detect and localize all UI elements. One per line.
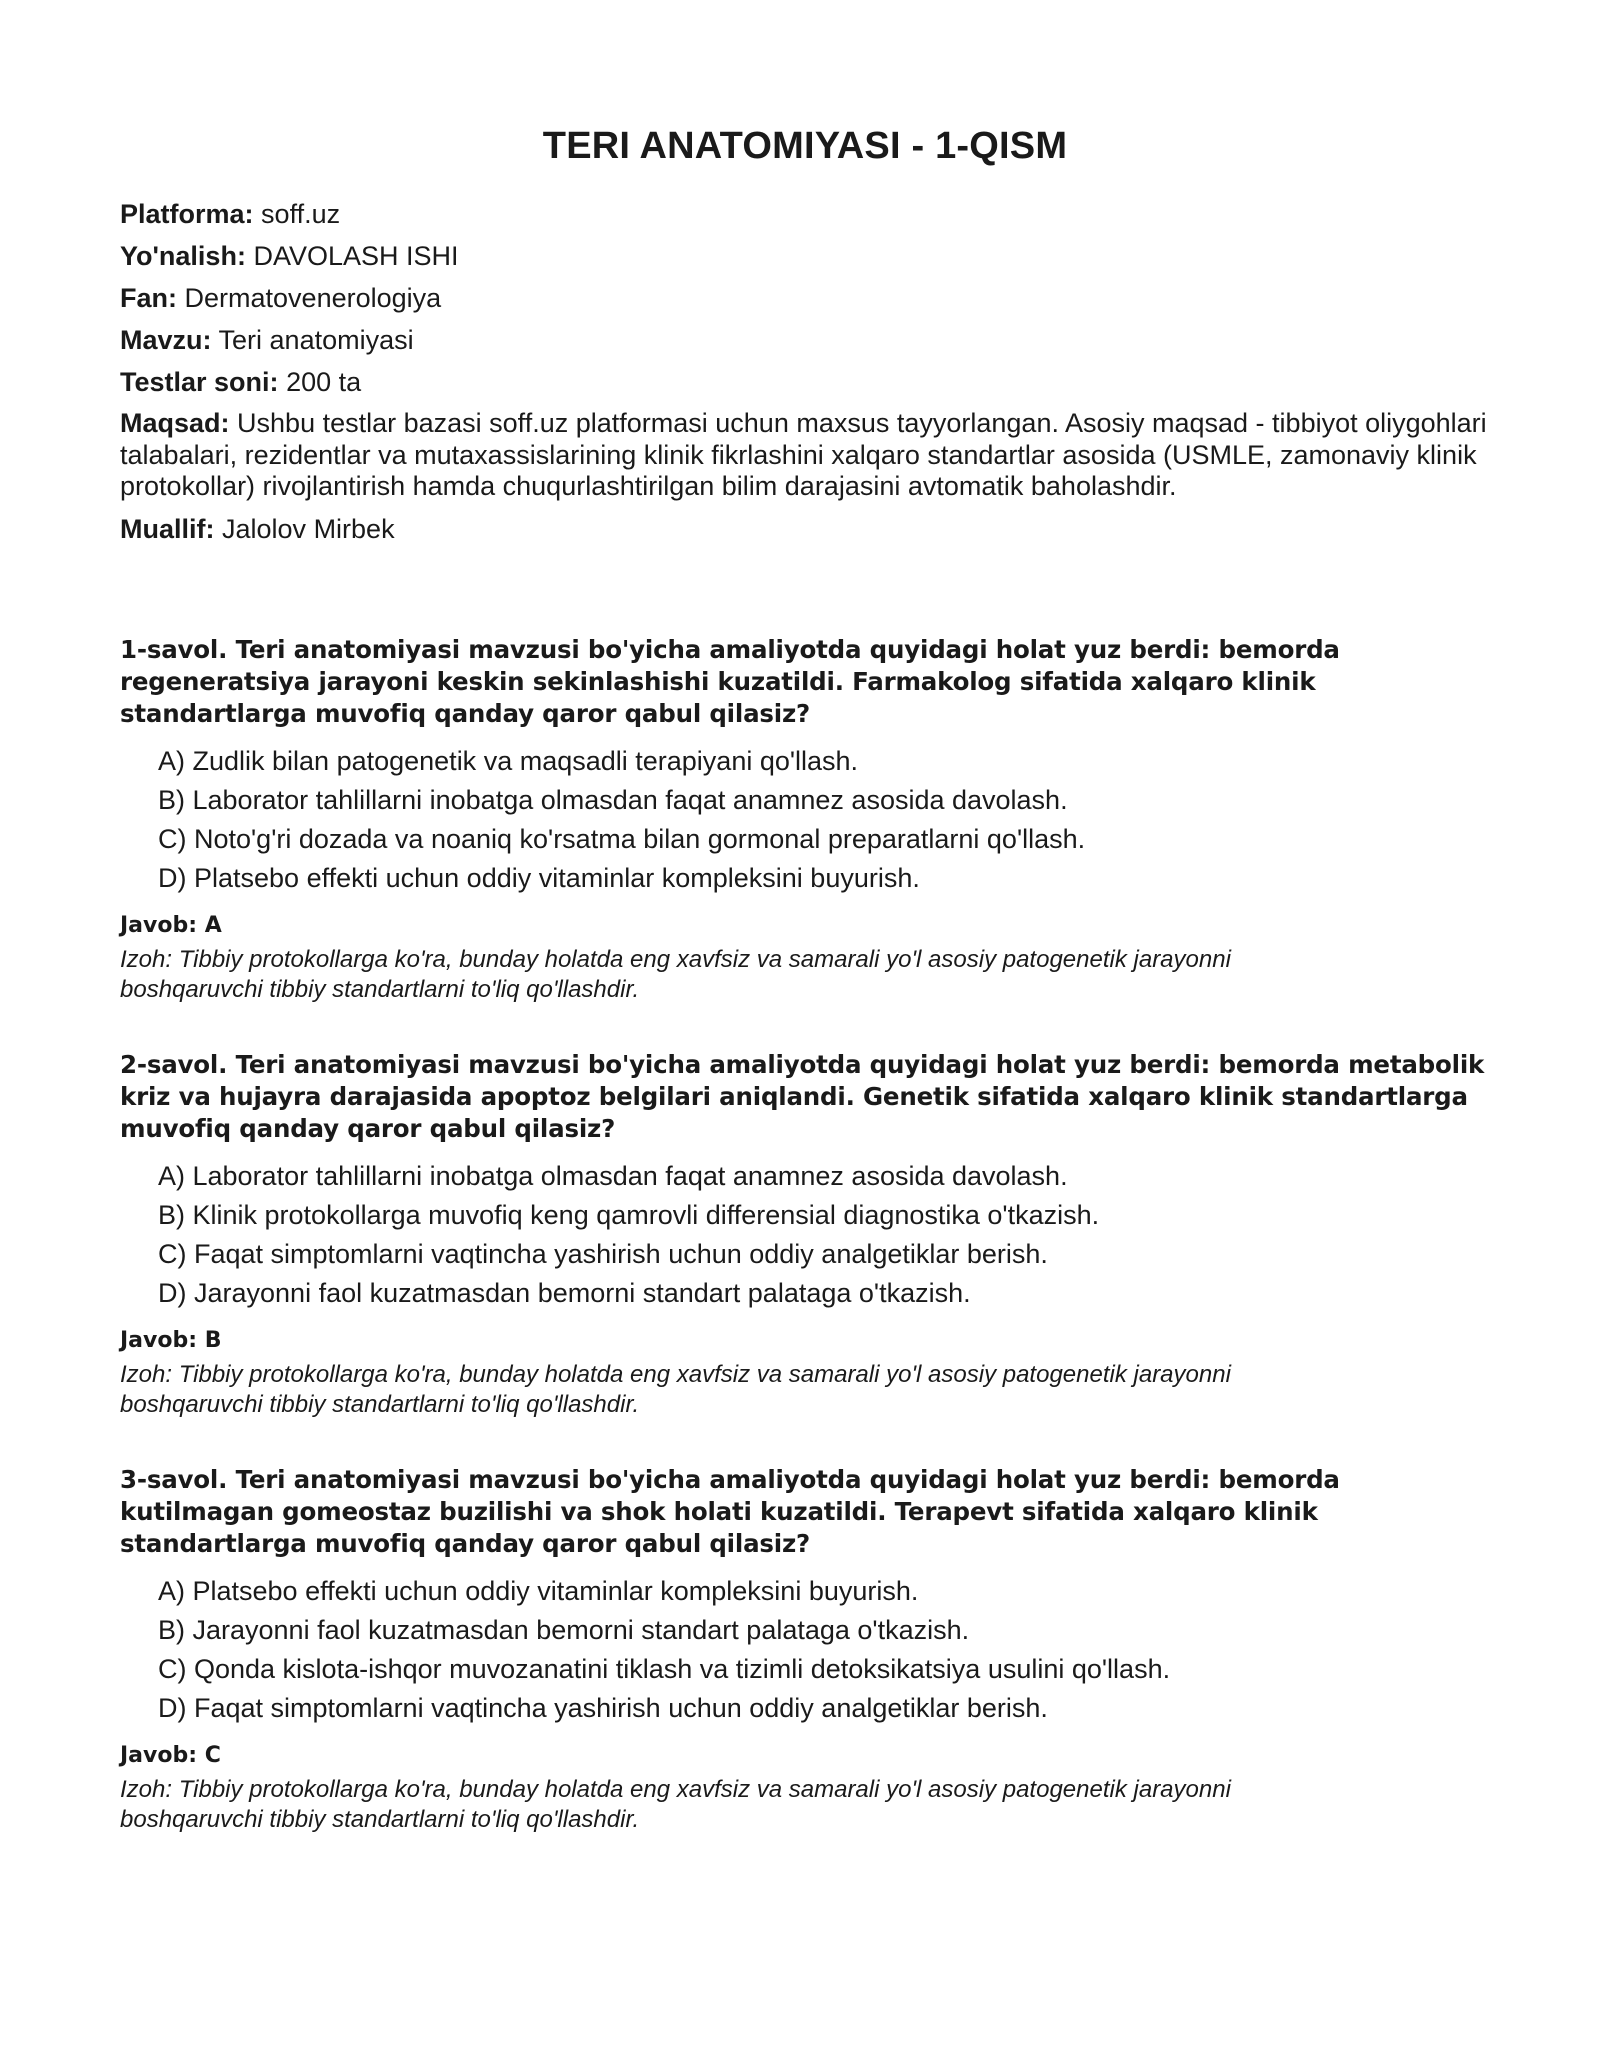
answer-options	[120, 1572, 1490, 1728]
meta-key: Muallif:	[120, 513, 215, 544]
option-c: C) Faqat simptomlarni vaqtincha yashirish uchun oddiy analgetiklar berish.	[158, 1238, 1048, 1269]
option-c: C) Noto'g'ri dozada va noaniq ko'rsatma bilan gormonal preparatlarni qo'llash.	[158, 823, 1086, 854]
meta-subject	[120, 282, 1490, 314]
option-d: D) Jarayonni faol kuzatmasdan bemorni standart palataga o'tkazish.	[158, 1277, 971, 1308]
questions-list	[120, 634, 1490, 1835]
question-text: 2-savol. Teri anatomiyasi mavzusi bo'yicha amaliyotda quyidagi holat yuz berdi: bemorda metabolik kriz va hujayra darajasida apoptoz belgilari aniqlandi. Genetik sifatida xalqaro klinik standartlarga muvofiq qanday qaror qabul qilasiz?	[120, 1049, 1485, 1143]
question-3	[120, 1464, 1490, 1835]
answer-options	[120, 1157, 1490, 1313]
meta-key: Mavzu:	[120, 325, 212, 355]
correct-answer: Javob: C	[120, 1742, 221, 1768]
option-b: B) Klinik protokollarga muvofiq keng qamrovli differensial diagnostika o'tkazish.	[158, 1199, 1100, 1230]
meta-key: Platforma:	[120, 199, 254, 229]
explanation-note: Izoh: Tibbiy protokollarga ko'ra, bunday holatda eng xavfsiz va samarali yo'l asosiy patogenetik jarayonni boshqaruvchi tibbiy standartlarni to'liq qo'llashdir.	[120, 1360, 1231, 1418]
meta-value: 200 ta	[286, 367, 362, 397]
meta-value: Ushbu testlar bazasi soff.uz platformasi uchun maxsus tayyorlangan. Asosiy maqsad - tibbiyot oliygohlari talabalari, rezidentlar va mutaxassislarining klinik fikrlashini xalqaro standartlar asosida (USMLE, zamonaviy klinik protokollar) rivojlantirish hamda chuqurlashtirilgan bilim darajasini avtomatik baholashdir.	[120, 408, 1487, 501]
option-b: B) Jarayonni faol kuzatmasdan bemorni standart palataga o'tkazish.	[158, 1614, 970, 1645]
correct-answer: Javob: A	[120, 912, 222, 938]
meta-value: Dermatovenerologiya	[184, 283, 442, 313]
option-a: A) Platsebo effekti uchun oddiy vitaminlar kompleksini buyurish.	[158, 1575, 919, 1606]
option-a: A) Zudlik bilan patogenetik va maqsadli terapiyani qo'llash.	[158, 745, 859, 776]
meta-value: soff.uz	[261, 199, 341, 229]
question-text: 1-savol. Teri anatomiyasi mavzusi bo'yicha amaliyotda quyidagi holat yuz berdi: bemorda regeneratsiya jarayoni keskin sekinlashishi kuzatildi. Farmakolog sifatida xalqaro klinik standartlarga muvofiq qanday qaror qabul qilasiz?	[120, 634, 1340, 728]
question-text: 3-savol. Teri anatomiyasi mavzusi bo'yicha amaliyotda quyidagi holat yuz berdi: bemorda kutilmagan gomeostaz buzilishi va shok holati kuzatildi. Terapevt sifatida xalqaro klinik standartlarga muvofiq qanday qaror qabul qilasiz?	[120, 1464, 1340, 1558]
meta-platform	[120, 198, 1490, 230]
option-b: B) Laborator tahlillarni inobatga olmasdan faqat anamnez asosida davolash.	[158, 784, 1068, 815]
document-page	[120, 0, 1490, 1879]
answer-options	[120, 742, 1490, 898]
explanation-note: Izoh: Tibbiy protokollarga ko'ra, bunday holatda eng xavfsiz va samarali yo'l asosiy patogenetik jarayonni boshqaruvchi tibbiy standartlarni to'liq qo'llashdir.	[120, 945, 1231, 1003]
option-d: D) Platsebo effekti uchun oddiy vitaminlar kompleksini buyurish.	[158, 862, 920, 893]
meta-test-count	[120, 366, 1490, 398]
metadata-block	[120, 198, 1490, 545]
meta-topic	[120, 324, 1490, 356]
document-title: TERI ANATOMIYASI - 1-QISM	[542, 125, 1068, 167]
meta-author	[120, 513, 1490, 545]
meta-direction	[120, 240, 1490, 272]
option-d: D) Faqat simptomlarni vaqtincha yashirish uchun oddiy analgetiklar berish.	[158, 1692, 1048, 1723]
meta-key: Fan:	[120, 283, 177, 313]
question-2	[120, 1049, 1490, 1420]
meta-value: DAVOLASH ISHI	[253, 241, 459, 271]
meta-goal	[120, 408, 1490, 503]
option-a: A) Laborator tahlillarni inobatga olmasdan faqat anamnez asosida davolash.	[158, 1160, 1068, 1191]
meta-key: Testlar soni:	[120, 367, 279, 397]
option-c: C) Qonda kislota-ishqor muvozanatini tiklash va tizimli detoksikatsiya usulini qo'llash.	[158, 1653, 1171, 1684]
meta-key: Maqsad:	[120, 408, 230, 438]
meta-key: Yo'nalish:	[120, 241, 246, 271]
meta-value: Jalolov Mirbek	[222, 513, 395, 544]
question-1	[120, 634, 1490, 1005]
explanation-note: Izoh: Tibbiy protokollarga ko'ra, bunday holatda eng xavfsiz va samarali yo'l asosiy patogenetik jarayonni boshqaruvchi tibbiy standartlarni to'liq qo'llashdir.	[120, 1775, 1231, 1833]
meta-value: Teri anatomiyasi	[218, 325, 414, 355]
correct-answer: Javob: B	[120, 1327, 222, 1353]
